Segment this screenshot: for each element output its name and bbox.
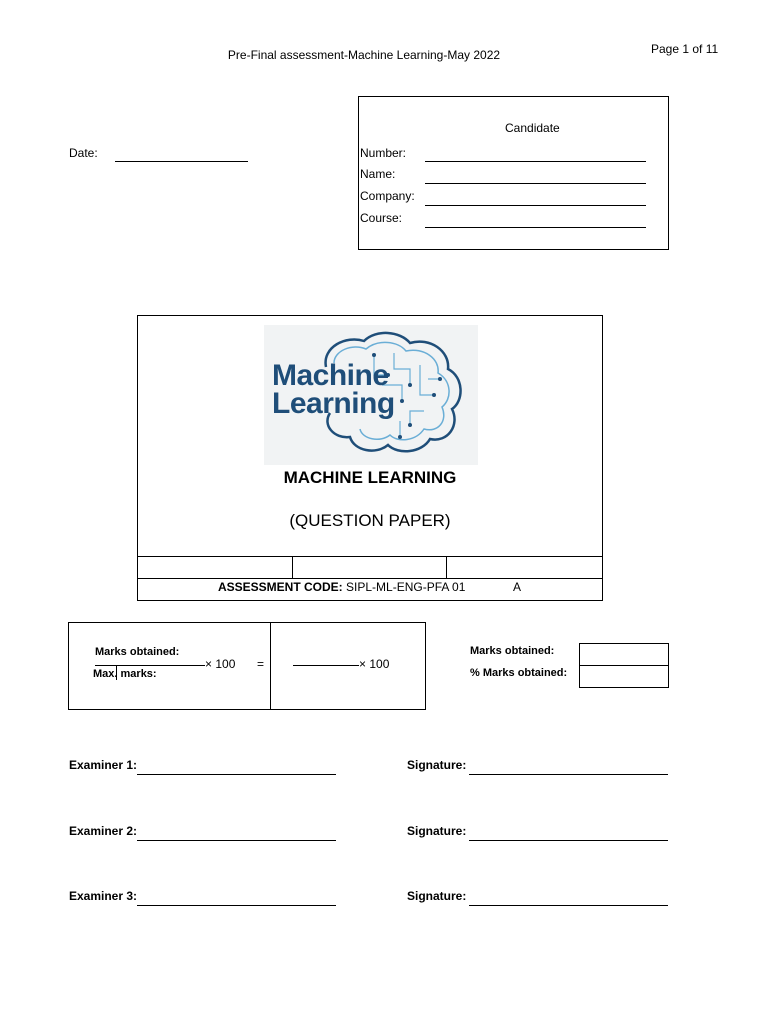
candidate-number-label: Number:: [360, 146, 407, 160]
cover-table-cell-divider-2: [446, 556, 447, 578]
cover-title: MACHINE LEARNING: [283, 468, 457, 487]
date-label: Date:: [69, 146, 98, 160]
marks-obtained-label: Marks obtained:: [470, 645, 555, 657]
max-marks-label: Max. marks:: [93, 668, 157, 680]
signature-1-field[interactable]: [469, 774, 668, 775]
candidate-company-field[interactable]: [425, 205, 646, 206]
examiner-1-field[interactable]: [137, 774, 336, 775]
date-field[interactable]: [115, 161, 248, 162]
candidate-name-field[interactable]: [425, 183, 646, 184]
signature-3-label: Signature:: [407, 889, 467, 903]
candidate-box: [358, 96, 669, 250]
cover-table-cell-divider-1: [292, 556, 293, 578]
logo-text-line2: Learning: [272, 387, 395, 420]
marks-box-divider: [270, 623, 271, 709]
fraction-bar-left: [95, 665, 205, 666]
logo-text-line1: Machine: [272, 359, 389, 392]
times-100-right: × 100: [359, 657, 390, 671]
assessment-code-row: [218, 580, 465, 594]
marks-calculation-box: [68, 622, 426, 710]
candidate-course-label: Course:: [360, 211, 403, 225]
assessment-code-value: SIPL-ML-ENG-PFA 01: [346, 580, 466, 594]
signature-2-field[interactable]: [469, 840, 668, 841]
examiner-3-field[interactable]: [137, 905, 336, 906]
marks-obtained-numerator-label: Marks obtained:: [95, 646, 180, 658]
document-title: Pre-Final assessment-Machine Learning-May 2022: [227, 48, 501, 62]
examiner-2-label: Examiner 2:: [69, 824, 138, 838]
cover-subtitle: (QUESTION PAPER): [289, 511, 451, 530]
page-indicator: Page 1 of 11: [651, 42, 719, 56]
examiner-1-label: Examiner 1:: [69, 758, 138, 772]
candidate-number-field[interactable]: [425, 161, 646, 162]
candidate-company-label: Company:: [360, 189, 415, 203]
signature-3-field[interactable]: [469, 905, 668, 906]
fraction-bar-right[interactable]: [293, 665, 359, 666]
signature-2-label: Signature:: [407, 824, 467, 838]
assessment-code-label: ASSESSMENT CODE:: [218, 580, 343, 594]
assessment-code-version: A: [513, 580, 522, 594]
times-100-left: × 100: [205, 657, 236, 671]
examiner-3-label: Examiner 3:: [69, 889, 138, 903]
cover-box: [137, 315, 603, 601]
signature-1-label: Signature:: [407, 758, 467, 772]
percent-marks-label: % Marks obtained:: [470, 667, 568, 679]
examiner-2-field[interactable]: [137, 840, 336, 841]
candidate-heading: Candidate: [505, 121, 560, 135]
equals-sign: =: [257, 657, 265, 671]
machine-learning-logo: [264, 325, 478, 465]
text-cursor: [116, 666, 117, 680]
percent-marks-field[interactable]: [579, 665, 669, 688]
cover-table-divider: [138, 556, 602, 557]
marks-obtained-field[interactable]: [579, 643, 669, 666]
candidate-course-field[interactable]: [425, 227, 646, 228]
cover-table-divider-2: [138, 578, 602, 579]
candidate-name-label: Name:: [360, 167, 396, 181]
